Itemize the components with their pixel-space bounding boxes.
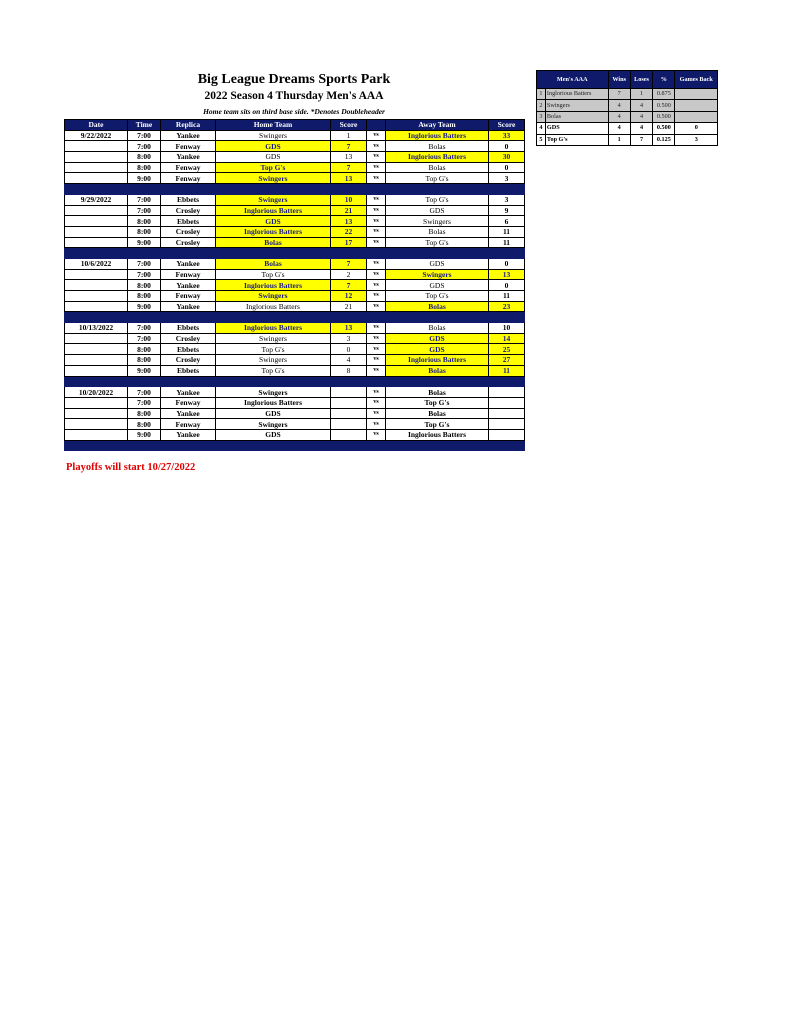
standings-games-back <box>675 89 718 100</box>
game-date: 10/13/2022 <box>65 323 128 334</box>
game-replica: Fenway <box>161 162 216 173</box>
game-replica: Ebbets <box>161 216 216 227</box>
away-team: Top G's <box>386 194 489 205</box>
game-row <box>65 419 525 430</box>
vs-label: vs <box>367 429 386 440</box>
standings-team: Swingers <box>545 100 608 111</box>
page-note: Home team sits on third base side. *Denotes Doubleheader <box>203 107 385 116</box>
away-team: Top G's <box>386 397 489 408</box>
away-team: Bolas <box>386 323 489 334</box>
week-separator-bar <box>65 312 525 323</box>
column-header-home-score: Score <box>331 120 367 131</box>
game-date: 9/29/2022 <box>65 194 128 205</box>
game-row <box>65 323 525 334</box>
week-separator-bar <box>65 248 525 259</box>
away-team: GDS <box>386 280 489 291</box>
schedule-header-row <box>65 120 525 131</box>
away-score: 11 <box>489 237 525 248</box>
home-score: 4 <box>331 355 367 366</box>
standings-pct: 0.500 <box>653 111 675 122</box>
home-team: Inglorious Batters <box>216 280 331 291</box>
home-score <box>331 408 367 419</box>
page-title: Big League Dreams Sports Park <box>197 72 391 87</box>
home-team: Inglorious Batters <box>216 205 331 216</box>
home-score: 21 <box>331 301 367 312</box>
game-replica: Fenway <box>161 173 216 184</box>
home-team: Swingers <box>216 173 331 184</box>
game-row <box>65 226 525 237</box>
game-replica: Crosley <box>161 333 216 344</box>
vs-label: vs <box>367 141 386 152</box>
game-date <box>65 152 128 163</box>
away-score: 13 <box>489 269 525 280</box>
game-row <box>65 194 525 205</box>
game-time: 8:00 <box>128 216 161 227</box>
standings-pct: 0.500 <box>653 100 675 111</box>
away-team: Bolas <box>386 141 489 152</box>
vs-label: vs <box>367 365 386 376</box>
home-team: Swingers <box>216 419 331 430</box>
standings-pct: 0.875 <box>653 89 675 100</box>
game-replica: Fenway <box>161 419 216 430</box>
game-replica: Crosley <box>161 205 216 216</box>
away-score: 0 <box>489 280 525 291</box>
standings-rank: 4 <box>537 123 546 134</box>
game-time: 9:00 <box>128 237 161 248</box>
standings-pct: 0.125 <box>653 134 675 145</box>
home-score <box>331 387 367 398</box>
game-replica: Yankee <box>161 280 216 291</box>
home-team: Swingers <box>216 387 331 398</box>
away-team: Top G's <box>386 237 489 248</box>
home-team: GDS <box>216 216 331 227</box>
home-team: Inglorious Batters <box>216 226 331 237</box>
game-row <box>65 333 525 344</box>
week-separator-bar <box>65 376 525 387</box>
away-score <box>489 408 525 419</box>
game-date <box>65 333 128 344</box>
vs-label: vs <box>367 323 386 334</box>
standings-wins: 7 <box>608 89 630 100</box>
away-score: 14 <box>489 333 525 344</box>
game-replica: Fenway <box>161 291 216 302</box>
home-team: Bolas <box>216 237 331 248</box>
home-score <box>331 429 367 440</box>
game-time: 7:00 <box>128 269 161 280</box>
game-row <box>65 258 525 269</box>
standings-body <box>537 89 718 146</box>
away-score: 6 <box>489 216 525 227</box>
home-score: 3 <box>331 333 367 344</box>
game-replica: Crosley <box>161 355 216 366</box>
game-time: 7:00 <box>128 258 161 269</box>
game-row <box>65 387 525 398</box>
game-replica: Ebbets <box>161 365 216 376</box>
game-time: 8:00 <box>128 291 161 302</box>
home-team: Inglorious Batters <box>216 323 331 334</box>
game-replica: Yankee <box>161 387 216 398</box>
vs-label: vs <box>367 387 386 398</box>
game-time: 7:00 <box>128 397 161 408</box>
away-team: Bolas <box>386 226 489 237</box>
away-score: 3 <box>489 173 525 184</box>
home-score: 7 <box>331 280 367 291</box>
standings-team: GDS <box>545 123 608 134</box>
away-team: Inglorious Batters <box>386 355 489 366</box>
standings-rank: 2 <box>537 100 546 111</box>
vs-label: vs <box>367 216 386 227</box>
home-team: Inglorious Batters <box>216 301 331 312</box>
standings-games-back: 0 <box>675 123 718 134</box>
game-date <box>65 419 128 430</box>
home-score: 12 <box>331 291 367 302</box>
away-score: 33 <box>489 130 525 141</box>
game-time: 9:00 <box>128 365 161 376</box>
game-date <box>65 301 128 312</box>
away-team: Bolas <box>386 365 489 376</box>
game-date <box>65 355 128 366</box>
page-subtitle: 2022 Season 4 Thursday Men's AAA <box>204 90 384 102</box>
standings-row <box>537 123 718 134</box>
vs-label: vs <box>367 226 386 237</box>
week-separator <box>65 184 525 195</box>
game-replica: Fenway <box>161 141 216 152</box>
away-team: Top G's <box>386 173 489 184</box>
game-time: 7:00 <box>128 205 161 216</box>
home-score: 21 <box>331 205 367 216</box>
column-header-replica: Replica <box>161 120 216 131</box>
game-time: 8:00 <box>128 355 161 366</box>
home-team: GDS <box>216 408 331 419</box>
standings-loses: 1 <box>630 89 652 100</box>
away-score: 23 <box>489 301 525 312</box>
home-team: Inglorious Batters <box>216 397 331 408</box>
game-date <box>65 237 128 248</box>
away-score <box>489 397 525 408</box>
vs-label: vs <box>367 152 386 163</box>
game-replica: Yankee <box>161 258 216 269</box>
vs-label: vs <box>367 162 386 173</box>
game-date <box>65 173 128 184</box>
game-row <box>65 280 525 291</box>
away-team: Top G's <box>386 419 489 430</box>
away-score: 25 <box>489 344 525 355</box>
game-replica: Ebbets <box>161 194 216 205</box>
game-time: 9:00 <box>128 429 161 440</box>
game-time: 9:00 <box>128 173 161 184</box>
standings-team: Bolas <box>545 111 608 122</box>
standings-wins: 4 <box>608 111 630 122</box>
home-team: GDS <box>216 429 331 440</box>
away-score: 9 <box>489 205 525 216</box>
away-team: Bolas <box>386 387 489 398</box>
away-score: 0 <box>489 258 525 269</box>
vs-label: vs <box>367 291 386 302</box>
standings-loses: 7 <box>630 134 652 145</box>
away-team: GDS <box>386 344 489 355</box>
away-score: 11 <box>489 291 525 302</box>
game-time: 8:00 <box>128 408 161 419</box>
game-time: 8:00 <box>128 226 161 237</box>
game-row <box>65 397 525 408</box>
standings-rank: 3 <box>537 111 546 122</box>
game-replica: Crosley <box>161 226 216 237</box>
standings-pct: 0.500 <box>653 123 675 134</box>
home-score: 1 <box>331 130 367 141</box>
home-team: Swingers <box>216 194 331 205</box>
away-team: GDS <box>386 258 489 269</box>
game-date: 10/20/2022 <box>65 387 128 398</box>
game-row <box>65 269 525 280</box>
standings-header-wins: Wins <box>608 71 630 89</box>
away-team: Bolas <box>386 408 489 419</box>
column-header-time: Time <box>128 120 161 131</box>
home-score: 0 <box>331 344 367 355</box>
schedule-table <box>64 119 525 451</box>
game-date <box>65 280 128 291</box>
standings-header-loses: Loses <box>630 71 652 89</box>
home-team: Top G's <box>216 269 331 280</box>
vs-label: vs <box>367 301 386 312</box>
game-replica: Crosley <box>161 237 216 248</box>
game-row <box>65 408 525 419</box>
week-separator <box>65 312 525 323</box>
game-date: 9/22/2022 <box>65 130 128 141</box>
column-header-date: Date <box>65 120 128 131</box>
away-team: Inglorious Batters <box>386 429 489 440</box>
home-team: Top G's <box>216 365 331 376</box>
vs-label: vs <box>367 173 386 184</box>
game-replica: Yankee <box>161 301 216 312</box>
vs-label: vs <box>367 333 386 344</box>
home-score: 7 <box>331 258 367 269</box>
game-date <box>65 226 128 237</box>
vs-label: vs <box>367 355 386 366</box>
standings-wins: 1 <box>608 134 630 145</box>
vs-label: vs <box>367 408 386 419</box>
game-replica: Ebbets <box>161 323 216 334</box>
home-score: 13 <box>331 216 367 227</box>
game-time: 8:00 <box>128 152 161 163</box>
home-score: 10 <box>331 194 367 205</box>
away-score: 11 <box>489 365 525 376</box>
away-score <box>489 419 525 430</box>
game-row <box>65 355 525 366</box>
game-row <box>65 205 525 216</box>
away-team: GDS <box>386 205 489 216</box>
away-score: 10 <box>489 323 525 334</box>
standings-games-back: 3 <box>675 134 718 145</box>
home-team: GDS <box>216 141 331 152</box>
week-separator <box>65 440 525 451</box>
standings-row <box>537 111 718 122</box>
away-score: 3 <box>489 194 525 205</box>
game-time: 7:00 <box>128 323 161 334</box>
game-row <box>65 152 525 163</box>
standings-games-back <box>675 100 718 111</box>
schedule-body <box>65 130 525 451</box>
away-score: 0 <box>489 162 525 173</box>
away-score <box>489 387 525 398</box>
column-header-away-team: Away Team <box>386 120 489 131</box>
standings-wins: 4 <box>608 100 630 111</box>
game-date <box>65 205 128 216</box>
home-team: Bolas <box>216 258 331 269</box>
vs-label: vs <box>367 397 386 408</box>
home-score: 13 <box>331 323 367 334</box>
playoffs-notice: Playoffs will start 10/27/2022 <box>66 462 196 473</box>
game-replica: Yankee <box>161 130 216 141</box>
away-team: Top G's <box>386 291 489 302</box>
standings-header-pct: % <box>653 71 675 89</box>
standings-loses: 4 <box>630 123 652 134</box>
away-score: 30 <box>489 152 525 163</box>
game-time: 8:00 <box>128 344 161 355</box>
game-time: 7:00 <box>128 333 161 344</box>
home-score: 17 <box>331 237 367 248</box>
week-separator <box>65 248 525 259</box>
game-replica: Yankee <box>161 408 216 419</box>
home-score <box>331 419 367 430</box>
standings-table <box>536 70 718 146</box>
game-row <box>65 301 525 312</box>
standings-loses: 4 <box>630 111 652 122</box>
home-score: 7 <box>331 162 367 173</box>
game-date <box>65 344 128 355</box>
game-replica: Yankee <box>161 429 216 440</box>
game-date <box>65 397 128 408</box>
home-score: 13 <box>331 173 367 184</box>
away-score: 11 <box>489 226 525 237</box>
game-date <box>65 141 128 152</box>
week-separator-bar <box>65 440 525 451</box>
vs-label: vs <box>367 280 386 291</box>
game-row <box>65 162 525 173</box>
game-date <box>65 216 128 227</box>
game-time: 7:00 <box>128 387 161 398</box>
home-score: 7 <box>331 141 367 152</box>
week-separator-bar <box>65 184 525 195</box>
standings-header-division: Men's AAA <box>537 71 609 89</box>
game-replica: Ebbets <box>161 344 216 355</box>
away-team: GDS <box>386 333 489 344</box>
game-time: 9:00 <box>128 301 161 312</box>
standings-row <box>537 134 718 145</box>
game-date <box>65 162 128 173</box>
vs-label: vs <box>367 194 386 205</box>
game-replica: Yankee <box>161 152 216 163</box>
vs-label: vs <box>367 344 386 355</box>
game-time: 8:00 <box>128 162 161 173</box>
home-score <box>331 397 367 408</box>
away-team: Inglorious Batters <box>386 152 489 163</box>
home-team: Swingers <box>216 355 331 366</box>
game-date <box>65 269 128 280</box>
away-team: Swingers <box>386 269 489 280</box>
column-header-home-team: Home Team <box>216 120 331 131</box>
standings-games-back <box>675 111 718 122</box>
game-row <box>65 130 525 141</box>
vs-label: vs <box>367 130 386 141</box>
away-team: Swingers <box>386 216 489 227</box>
away-score <box>489 429 525 440</box>
standings-team: Inglorious Batters <box>545 89 608 100</box>
away-score: 0 <box>489 141 525 152</box>
game-row <box>65 365 525 376</box>
column-header-vs <box>367 120 386 131</box>
game-date <box>65 365 128 376</box>
home-team: Top G's <box>216 162 331 173</box>
away-team: Inglorious Batters <box>386 130 489 141</box>
vs-label: vs <box>367 258 386 269</box>
game-row <box>65 344 525 355</box>
home-score: 22 <box>331 226 367 237</box>
standings-row <box>537 89 718 100</box>
game-time: 8:00 <box>128 419 161 430</box>
game-replica: Fenway <box>161 269 216 280</box>
standings-header-row <box>537 71 718 89</box>
home-team: GDS <box>216 152 331 163</box>
home-score: 8 <box>331 365 367 376</box>
home-score: 13 <box>331 152 367 163</box>
game-row <box>65 141 525 152</box>
home-team: Swingers <box>216 291 331 302</box>
standings-rank: 5 <box>537 134 546 145</box>
game-time: 7:00 <box>128 194 161 205</box>
home-team: Swingers <box>216 130 331 141</box>
standings-loses: 4 <box>630 100 652 111</box>
game-row <box>65 291 525 302</box>
home-team: Swingers <box>216 333 331 344</box>
away-team: Bolas <box>386 301 489 312</box>
game-time: 7:00 <box>128 141 161 152</box>
standings-header-games-back: Games Back <box>675 71 718 89</box>
vs-label: vs <box>367 205 386 216</box>
column-header-away-score: Score <box>489 120 525 131</box>
standings-team: Top G's <box>545 134 608 145</box>
away-score: 27 <box>489 355 525 366</box>
home-score: 2 <box>331 269 367 280</box>
game-row <box>65 237 525 248</box>
home-team: Top G's <box>216 344 331 355</box>
game-time: 7:00 <box>128 130 161 141</box>
game-row <box>65 216 525 227</box>
game-time: 8:00 <box>128 280 161 291</box>
game-date <box>65 291 128 302</box>
game-replica: Fenway <box>161 397 216 408</box>
game-date <box>65 408 128 419</box>
standings-rank: 1 <box>537 89 546 100</box>
game-date <box>65 429 128 440</box>
game-row <box>65 429 525 440</box>
week-separator <box>65 376 525 387</box>
vs-label: vs <box>367 419 386 430</box>
game-date: 10/6/2022 <box>65 258 128 269</box>
away-team: Bolas <box>386 162 489 173</box>
vs-label: vs <box>367 269 386 280</box>
game-row <box>65 173 525 184</box>
standings-row <box>537 100 718 111</box>
standings-wins: 4 <box>608 123 630 134</box>
vs-label: vs <box>367 237 386 248</box>
